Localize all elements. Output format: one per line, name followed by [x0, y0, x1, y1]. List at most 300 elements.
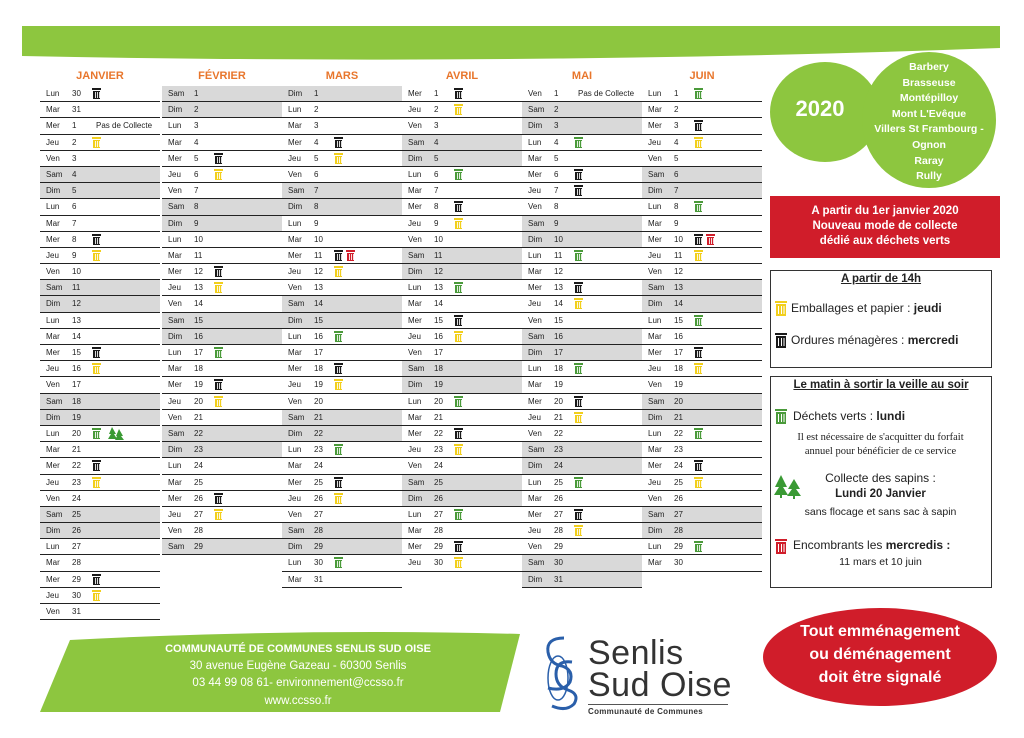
day-number: 19 [72, 412, 81, 422]
day-number: 20 [554, 396, 563, 406]
day-number: 14 [434, 299, 443, 309]
day-number: 27 [674, 509, 683, 519]
day-number: 15 [674, 315, 683, 325]
box1-heading: A partir de 14h [840, 273, 922, 285]
day-name: Jeu [528, 412, 541, 422]
logo-line-2: Sud Oise [588, 666, 732, 704]
yellow-bin-icon [92, 477, 101, 488]
day-row [282, 248, 402, 264]
day-number: 15 [314, 315, 323, 325]
town-name: Barbery [909, 61, 949, 73]
month-header: FÉVRIER [198, 70, 246, 82]
day-number: 24 [434, 461, 443, 471]
day-name: Mer [168, 380, 182, 390]
day-row [642, 102, 762, 118]
town-name: Montépilloy [899, 92, 959, 105]
day-name: Sam [648, 169, 665, 179]
black-bin-icon [334, 250, 343, 261]
day-name: Lun [528, 477, 542, 487]
day-row [162, 491, 282, 507]
day-row [40, 135, 160, 151]
day-name: Jeu [46, 137, 59, 147]
day-name: Mer [288, 137, 302, 147]
day-name: Dim [648, 186, 663, 196]
red-bin-dates: 11 mars et 10 juin [839, 556, 922, 568]
green-bin-icon [92, 428, 101, 439]
day-row [40, 329, 160, 345]
day-name: Mar [168, 477, 182, 487]
black-bin-icon [694, 234, 703, 245]
day-number: 22 [434, 428, 443, 438]
day-row [522, 377, 642, 393]
day-number: 28 [194, 526, 203, 536]
day-row [402, 555, 522, 571]
day-number: 9 [434, 218, 439, 228]
green-bin-icon [334, 331, 343, 342]
black-bin-label: Ordures ménagères : [791, 333, 908, 347]
month-header: JUIN [689, 70, 715, 82]
notice-line-2: Nouveau mode de collecte [812, 220, 958, 232]
day-row [162, 216, 282, 232]
day-name: Mer [168, 267, 182, 277]
month-header: AVRIL [445, 70, 479, 82]
day-row [282, 264, 402, 280]
day-name: Dim [288, 89, 303, 98]
day-number: 23 [434, 445, 443, 455]
day-number: 11 [72, 283, 81, 293]
black-bin-icon [92, 460, 101, 471]
day-number: 16 [72, 364, 81, 374]
day-row [402, 280, 522, 296]
day-number: 23 [194, 445, 203, 455]
day-number: 27 [194, 509, 203, 519]
day-name: Dim [288, 315, 303, 325]
day-number: 22 [194, 428, 203, 438]
month-column [402, 86, 522, 572]
day-name: Mar [168, 137, 182, 147]
day-number: 21 [674, 412, 683, 422]
day-name: Dim [288, 428, 303, 438]
day-name: Lun [648, 428, 662, 438]
day-row [162, 102, 282, 118]
day-name: Jeu [168, 169, 181, 179]
footer-contact[interactable]: 03 44 99 08 61- environnement@ccsso.fr [192, 677, 404, 689]
day-number: 5 [314, 153, 319, 163]
day-name: Mar [46, 105, 60, 115]
day-name: Mer [408, 542, 422, 552]
day-row [522, 264, 642, 280]
yellow-bin-icon [214, 282, 223, 293]
day-row [642, 118, 762, 134]
day-row [642, 151, 762, 167]
day-name: Mer [408, 89, 422, 98]
day-name: Lun [168, 348, 182, 357]
green-bin-icon [775, 409, 787, 424]
day-row [162, 329, 282, 345]
day-name: Lun [288, 331, 302, 341]
day-number: 2 [674, 105, 679, 115]
day-name: Ven [648, 267, 662, 277]
day-name: Ven [408, 461, 422, 471]
day-row [522, 523, 642, 539]
day-number: 11 [674, 250, 683, 260]
day-name: Sam [168, 428, 185, 438]
day-number: 6 [554, 169, 559, 179]
day-number: 29 [434, 542, 443, 552]
day-row [162, 264, 282, 280]
moving-line-1: Tout emménagement [800, 623, 960, 640]
day-name: Dim [288, 542, 303, 552]
day-name: Jeu [408, 105, 421, 115]
day-name: Mar [168, 364, 182, 374]
day-row [402, 345, 522, 361]
black-bin-icon [334, 477, 343, 488]
day-row [282, 329, 402, 345]
black-bin-icon [574, 282, 583, 293]
day-row [522, 539, 642, 555]
day-name: Jeu [648, 250, 661, 260]
day-row [522, 102, 642, 118]
day-row [162, 280, 282, 296]
day-row [402, 296, 522, 312]
yellow-bin-icon [334, 266, 343, 277]
day-number: 12 [674, 267, 683, 277]
day-name: Lun [168, 461, 182, 471]
day-row [162, 394, 282, 410]
green-bin-icon [454, 169, 463, 180]
day-row [522, 118, 642, 134]
day-row [282, 394, 402, 410]
green-bin-icon [454, 282, 463, 293]
day-name: Mar [168, 250, 182, 260]
day-row [282, 151, 402, 167]
day-name: Mar [648, 331, 662, 341]
day-row [40, 377, 160, 393]
black-bin-icon [454, 201, 463, 212]
day-name: Ven [46, 153, 60, 163]
day-number: 12 [72, 299, 81, 309]
day-row [522, 296, 642, 312]
afternoon-collection-box [770, 270, 992, 368]
year-label: 2020 [795, 96, 845, 121]
day-name: Sam [46, 396, 63, 406]
day-number: 26 [72, 526, 81, 536]
day-number: 5 [434, 153, 439, 163]
day-name: Jeu [46, 477, 59, 487]
day-name: Dim [648, 526, 663, 536]
day-name: Lun [528, 250, 542, 260]
day-row [642, 507, 762, 523]
day-number: 17 [434, 348, 443, 357]
day-number: 26 [554, 493, 563, 503]
day-row [282, 539, 402, 555]
day-name: Lun [46, 315, 60, 325]
day-number: 29 [314, 542, 323, 552]
day-number: 14 [554, 299, 563, 309]
day-name: Sam [46, 509, 63, 519]
day-row [40, 539, 160, 555]
day-number: 10 [674, 234, 683, 244]
yellow-bin-label: Emballages et papier : [791, 301, 914, 315]
day-number: 4 [674, 137, 679, 147]
day-number: 15 [434, 315, 443, 325]
day-number: 29 [674, 542, 683, 552]
day-number: 19 [434, 380, 443, 390]
day-number: 17 [314, 348, 323, 357]
day-name: Mer [408, 202, 422, 212]
day-number: 27 [434, 509, 443, 519]
day-row [282, 491, 402, 507]
day-number: 4 [314, 137, 319, 147]
moving-line-2: ou déménagement [809, 646, 951, 663]
day-row [522, 410, 642, 426]
day-number: 25 [314, 477, 323, 487]
day-row [40, 458, 160, 474]
day-number: 21 [314, 412, 323, 422]
day-row [522, 458, 642, 474]
day-row [40, 248, 160, 264]
yellow-bin-icon [214, 509, 223, 520]
black-bin-icon [574, 396, 583, 407]
day-row [282, 86, 402, 102]
day-row [40, 361, 160, 377]
day-number: 2 [554, 105, 559, 115]
day-number: 15 [554, 315, 563, 325]
day-number: 13 [554, 283, 563, 293]
month-column [642, 86, 762, 572]
day-row [162, 377, 282, 393]
day-row [642, 329, 762, 345]
day-number: 18 [554, 364, 563, 374]
day-name: Ven [408, 121, 422, 131]
day-number: 28 [72, 558, 81, 568]
day-row [402, 394, 522, 410]
yellow-bin-icon [334, 153, 343, 164]
day-name: Lun [288, 558, 302, 568]
day-row [282, 572, 402, 588]
day-row [522, 361, 642, 377]
day-row [642, 86, 762, 102]
day-row [642, 167, 762, 183]
month-header: JANVIER [76, 70, 124, 82]
day-row [40, 572, 160, 588]
day-row [162, 118, 282, 134]
day-number: 2 [194, 105, 199, 115]
day-row [522, 280, 642, 296]
day-row [402, 232, 522, 248]
day-number: 31 [72, 607, 81, 616]
black-bin-icon [454, 315, 463, 326]
day-name: Sam [408, 137, 425, 147]
day-name: Mar [528, 493, 542, 503]
day-number: 14 [314, 299, 323, 309]
day-name: Sam [288, 186, 305, 196]
day-row [522, 475, 642, 491]
red-bin-icon [775, 539, 787, 554]
day-name: Ven [648, 153, 662, 163]
day-row [282, 167, 402, 183]
green-note-2: annuel pour bénéficier de ce service [804, 446, 957, 457]
day-number: 14 [72, 331, 81, 341]
day-row [642, 313, 762, 329]
tree-collection-title: Collecte des sapins : [825, 471, 936, 485]
day-number: 31 [72, 105, 81, 115]
yellow-bin-icon [574, 412, 583, 423]
day-row [162, 523, 282, 539]
day-row [162, 135, 282, 151]
month-header: MAI [571, 70, 593, 82]
day-number: 22 [314, 428, 323, 438]
day-number: 1 [314, 89, 319, 98]
day-row [282, 426, 402, 442]
day-number: 31 [314, 574, 323, 584]
day-number: 10 [314, 234, 323, 244]
day-row [402, 248, 522, 264]
day-number: 26 [194, 493, 203, 503]
day-number: 28 [674, 526, 683, 536]
day-name: Mer [408, 428, 422, 438]
day-number: 6 [194, 169, 199, 179]
day-row [522, 199, 642, 215]
day-row [522, 491, 642, 507]
day-number: 6 [72, 202, 77, 212]
day-row [642, 345, 762, 361]
day-number: 20 [194, 396, 203, 406]
footer-org: COMMUNAUTÉ DE COMMUNES SENLIS SUD OISE [165, 643, 431, 655]
day-name: Jeu [288, 493, 301, 503]
day-number: 23 [314, 445, 323, 455]
day-number: 26 [434, 493, 443, 503]
day-name: Dim [46, 526, 61, 536]
day-row [642, 555, 762, 571]
day-row [522, 426, 642, 442]
day-name: Mer [288, 364, 302, 374]
day-row [642, 491, 762, 507]
footer-website[interactable]: www.ccsso.fr [264, 695, 332, 707]
day-name: Ven [408, 348, 422, 357]
day-name: Lun [648, 202, 662, 212]
day-name: Mer [46, 121, 60, 131]
day-name: Jeu [46, 364, 59, 374]
day-number: 21 [72, 445, 81, 455]
footer-address: 30 avenue Eugène Gazeau - 60300 Senlis [189, 660, 407, 672]
day-row [40, 264, 160, 280]
yellow-bin-icon [574, 525, 583, 536]
day-number: 12 [434, 267, 443, 277]
day-row [282, 523, 402, 539]
day-row [162, 361, 282, 377]
day-name: Mer [288, 477, 302, 487]
day-name: Ven [528, 202, 542, 212]
day-row [40, 410, 160, 426]
day-number: 17 [554, 348, 563, 357]
day-row [402, 539, 522, 555]
day-name: Mar [528, 267, 542, 277]
day-row [402, 426, 522, 442]
day-name: Ven [408, 234, 422, 244]
day-row [402, 491, 522, 507]
day-number: 25 [194, 477, 203, 487]
day-number: 18 [434, 364, 443, 374]
yellow-bin-line [791, 301, 942, 315]
day-number: 12 [194, 267, 203, 277]
day-name: Sam [288, 526, 305, 536]
day-row [282, 458, 402, 474]
green-bin-icon [574, 477, 583, 488]
day-name: Jeu [288, 267, 301, 277]
yellow-bin-icon [694, 477, 703, 488]
day-number: 30 [674, 558, 683, 568]
day-row [40, 491, 160, 507]
day-row [282, 507, 402, 523]
logo-line-1: Senlis [588, 634, 684, 672]
day-number: 10 [554, 234, 563, 244]
day-row [282, 410, 402, 426]
day-row [162, 86, 282, 102]
day-row [402, 118, 522, 134]
day-number: 22 [72, 461, 81, 471]
black-bin-icon [92, 574, 101, 585]
day-row [162, 296, 282, 312]
day-row [40, 345, 160, 361]
day-number: 4 [72, 169, 77, 179]
day-number: 20 [674, 396, 683, 406]
day-number: 9 [314, 218, 319, 228]
day-number: 3 [314, 121, 319, 131]
black-bin-icon [92, 88, 101, 99]
black-bin-icon [214, 379, 223, 390]
day-name: Sam [168, 202, 185, 212]
red-bin-line [793, 538, 950, 552]
no-collection-note: Pas de Collecte [96, 121, 153, 131]
day-number: 23 [674, 445, 683, 455]
day-name: Mer [528, 509, 542, 519]
day-row [282, 102, 402, 118]
day-number: 26 [674, 493, 683, 503]
day-number: 7 [194, 186, 199, 196]
day-name: Ven [528, 89, 542, 98]
day-number: 2 [434, 105, 439, 115]
day-name: Dim [408, 493, 423, 503]
day-row [162, 248, 282, 264]
day-row [40, 216, 160, 232]
green-bin-day: lundi [876, 409, 906, 423]
day-row [402, 313, 522, 329]
day-name: Ven [46, 380, 60, 390]
day-number: 4 [434, 137, 439, 147]
yellow-bin-icon [92, 363, 101, 374]
black-bin-icon [214, 266, 223, 277]
month-column [40, 86, 160, 620]
day-name: Mer [648, 461, 662, 471]
day-row [40, 199, 160, 215]
day-number: 10 [72, 267, 81, 277]
day-name: Dim [648, 412, 663, 422]
day-number: 11 [314, 250, 323, 260]
green-bin-label: Déchets verts : [793, 409, 877, 423]
day-row [162, 167, 282, 183]
day-number: 17 [72, 380, 81, 390]
day-row [40, 394, 160, 410]
day-row [162, 539, 282, 555]
day-name: Mar [528, 380, 542, 390]
day-name: Sam [528, 218, 545, 228]
day-number: 9 [194, 218, 199, 228]
day-row [40, 507, 160, 523]
day-row [522, 86, 642, 102]
day-name: Lun [408, 283, 422, 293]
logo-subtitle: Communauté de Communes [588, 704, 728, 716]
